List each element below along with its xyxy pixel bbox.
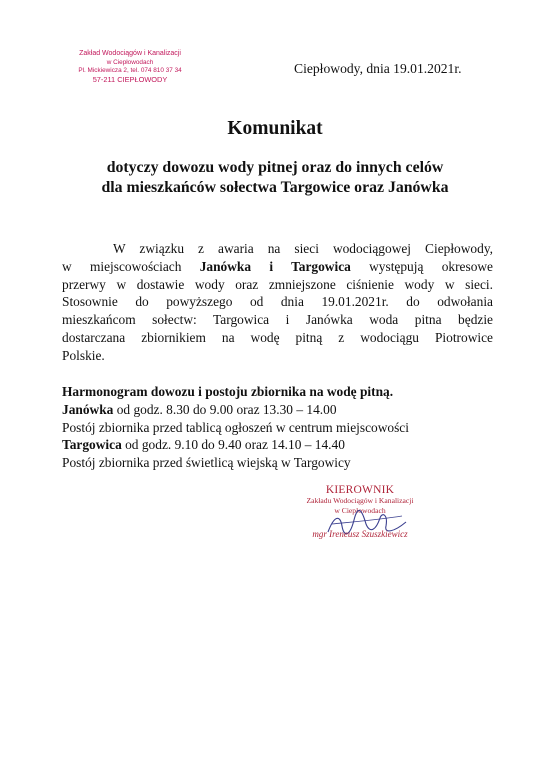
body-line-2-pre: w miejscowościach	[62, 258, 200, 274]
signature-title: KIEROWNIK	[325, 484, 395, 496]
janowka-stop: Postój zbiornika przed tablicą ogłoszeń w centrum miejscowości	[62, 419, 409, 435]
stamp-line-2: w Ciepłowodach	[106, 58, 154, 66]
janowka-name: Janówka	[62, 401, 114, 417]
stamp-line-4: 57-211 CIEPŁOWODY	[92, 74, 168, 84]
document-subtitle	[0, 158, 550, 198]
body-line-5: mieszkańcom sołectw: Targowica i Janówka woda pitna będzie	[62, 312, 493, 328]
body-paragraph	[62, 240, 493, 365]
subtitle-line-1: dotyczy dowozu wody pitnej oraz do innych celów	[106, 159, 444, 176]
stamp-line-1: Zakład Wodociągów i Kanalizacji	[79, 50, 181, 57]
body-line-2	[62, 258, 493, 276]
place-date: Ciepłowody, dnia 19.01.2021r.	[294, 61, 462, 76]
body-line-2-places: Janówka i Targowica	[199, 258, 351, 274]
janowka-hours: od godz. 8.30 do 9.00 oraz 13.30 – 14.00	[113, 401, 337, 417]
stamp-line-3: Pl. Mickiewicza 2, tel. 074 810 37 34	[78, 67, 182, 75]
company-stamp	[50, 50, 210, 84]
schedule-section	[62, 383, 502, 472]
targowica-hours: od godz. 9.10 do 9.40 oraz 14.10 – 14.40	[121, 437, 345, 453]
body-line-2-post: występują okresowe	[350, 258, 494, 274]
subtitle-line-2: dla mieszkańców sołectwa Targowice oraz Janówka	[101, 179, 449, 196]
schedule-targowica	[62, 436, 502, 454]
body-line-1: W związku z awaria na sieci wodociągowej Ciepłowody,	[113, 241, 493, 256]
schedule-janowka	[62, 401, 502, 419]
body-line-4: Stosownie do powyższego od dnia 19.01.2021r. do odwołania	[62, 294, 493, 310]
signature-line-1: Zakładu Wodociągów i Kanalizacji	[306, 496, 414, 505]
body-line-3: przerwy w dostawie wody oraz zmniejszone ciśnienie wody w sieci.	[62, 276, 493, 292]
document-title: Komunikat	[227, 118, 323, 139]
body-line-6: dostarczana zbiornikiem na wodę pitną z wodociągu Piotrowice	[62, 329, 493, 345]
signature-stamp	[280, 484, 440, 539]
schedule-heading: Harmonogram dowozu i postoju zbiornika na wodę pitną.	[62, 384, 394, 399]
signature-name: mgr Ireneusz Szuszkiewicz	[312, 529, 408, 539]
targowica-name: Targowica	[62, 437, 122, 453]
signature-line-2: w Ciepłowodach	[334, 505, 386, 515]
body-line-7: Polskie.	[62, 347, 105, 363]
targowica-stop: Postój zbiornika przed świetlicą wiejską w Targowicy	[62, 455, 351, 471]
